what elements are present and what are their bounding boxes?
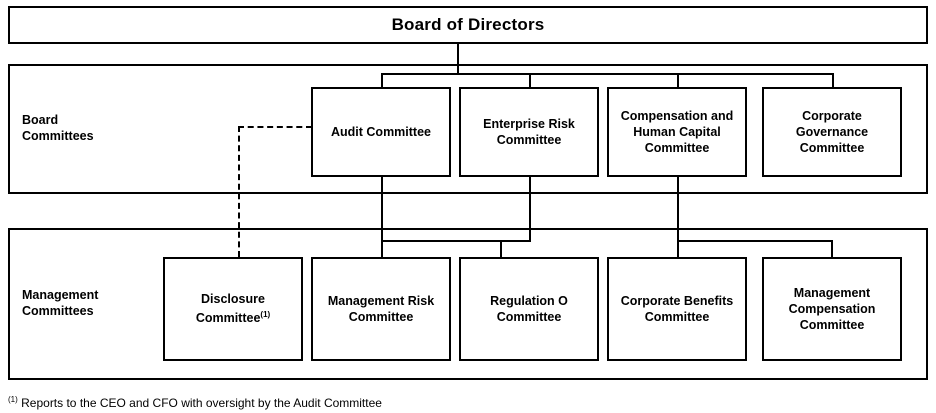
board-committees-label-line2: Committees <box>22 129 94 143</box>
management-committees-label-line1: Management <box>22 288 99 302</box>
footnote <box>8 392 382 411</box>
connector-drop-management-compensation <box>831 240 833 257</box>
connector-drop-compensation <box>677 73 679 87</box>
connector-drop-corporate-governance <box>832 73 834 87</box>
disclosure-committee-footnote-marker: (1) <box>260 310 271 320</box>
board-committees-label-line1: Board <box>22 113 59 127</box>
node-compensation-and-human-capital-committee[interactable] <box>607 87 747 177</box>
connector-board-bus <box>381 73 834 75</box>
node-audit-committee-label: Audit Committee <box>331 125 431 139</box>
node-corporate-governance-committee[interactable] <box>762 87 902 177</box>
connector-board-drop <box>457 44 459 74</box>
connector-drop-audit <box>381 73 383 87</box>
node-management-compensation-committee-label: Management Compensation Committee <box>788 286 876 332</box>
node-disclosure-committee-label: Disclosure Committee <box>195 292 265 326</box>
node-corporate-benefits-committee[interactable] <box>607 257 747 361</box>
node-regulation-o-committee[interactable] <box>459 257 599 361</box>
management-committees-label <box>22 287 152 319</box>
connector-drop-corporate-benefits <box>677 240 679 257</box>
connector-drop-enterprise-risk <box>529 73 531 87</box>
connector-enterprise-risk-drop <box>529 177 531 241</box>
connector-dashed-audit-horizontal <box>238 126 312 128</box>
node-management-risk-committee-label: Management Risk Committee <box>327 294 435 324</box>
board-of-directors-box <box>8 6 928 44</box>
footnote-marker: (1) <box>8 395 18 404</box>
node-management-risk-committee[interactable] <box>311 257 451 361</box>
management-committees-label-line2: Committees <box>22 304 94 318</box>
node-corporate-benefits-committee-label: Corporate Benefits Committee <box>620 294 734 324</box>
node-audit-committee[interactable] <box>311 87 451 177</box>
node-disclosure-committee[interactable] <box>163 257 303 361</box>
node-management-compensation-committee[interactable] <box>762 257 902 361</box>
node-enterprise-risk-committee[interactable] <box>459 87 599 177</box>
node-compensation-and-human-capital-committee-label: Compensation and Human Capital Committee <box>620 109 734 155</box>
node-corporate-governance-committee-label: Corporate Governance Committee <box>795 109 869 155</box>
board-of-directors-title: Board of Directors <box>391 15 545 34</box>
connector-risk-bus <box>381 240 531 242</box>
board-committees-label <box>22 112 152 144</box>
connector-dashed-disclosure-vertical <box>238 126 240 257</box>
connector-compensation-drop <box>677 177 679 241</box>
connector-compensation-bus <box>677 240 833 242</box>
footnote-text: Reports to the CEO and CFO with oversight by the Audit Committee <box>21 396 382 410</box>
connector-audit-to-management-risk <box>381 177 383 257</box>
connector-drop-regulation-o <box>500 240 502 257</box>
node-regulation-o-committee-label: Regulation O Committee <box>490 294 568 324</box>
node-enterprise-risk-committee-label: Enterprise Risk Committee <box>483 117 575 147</box>
